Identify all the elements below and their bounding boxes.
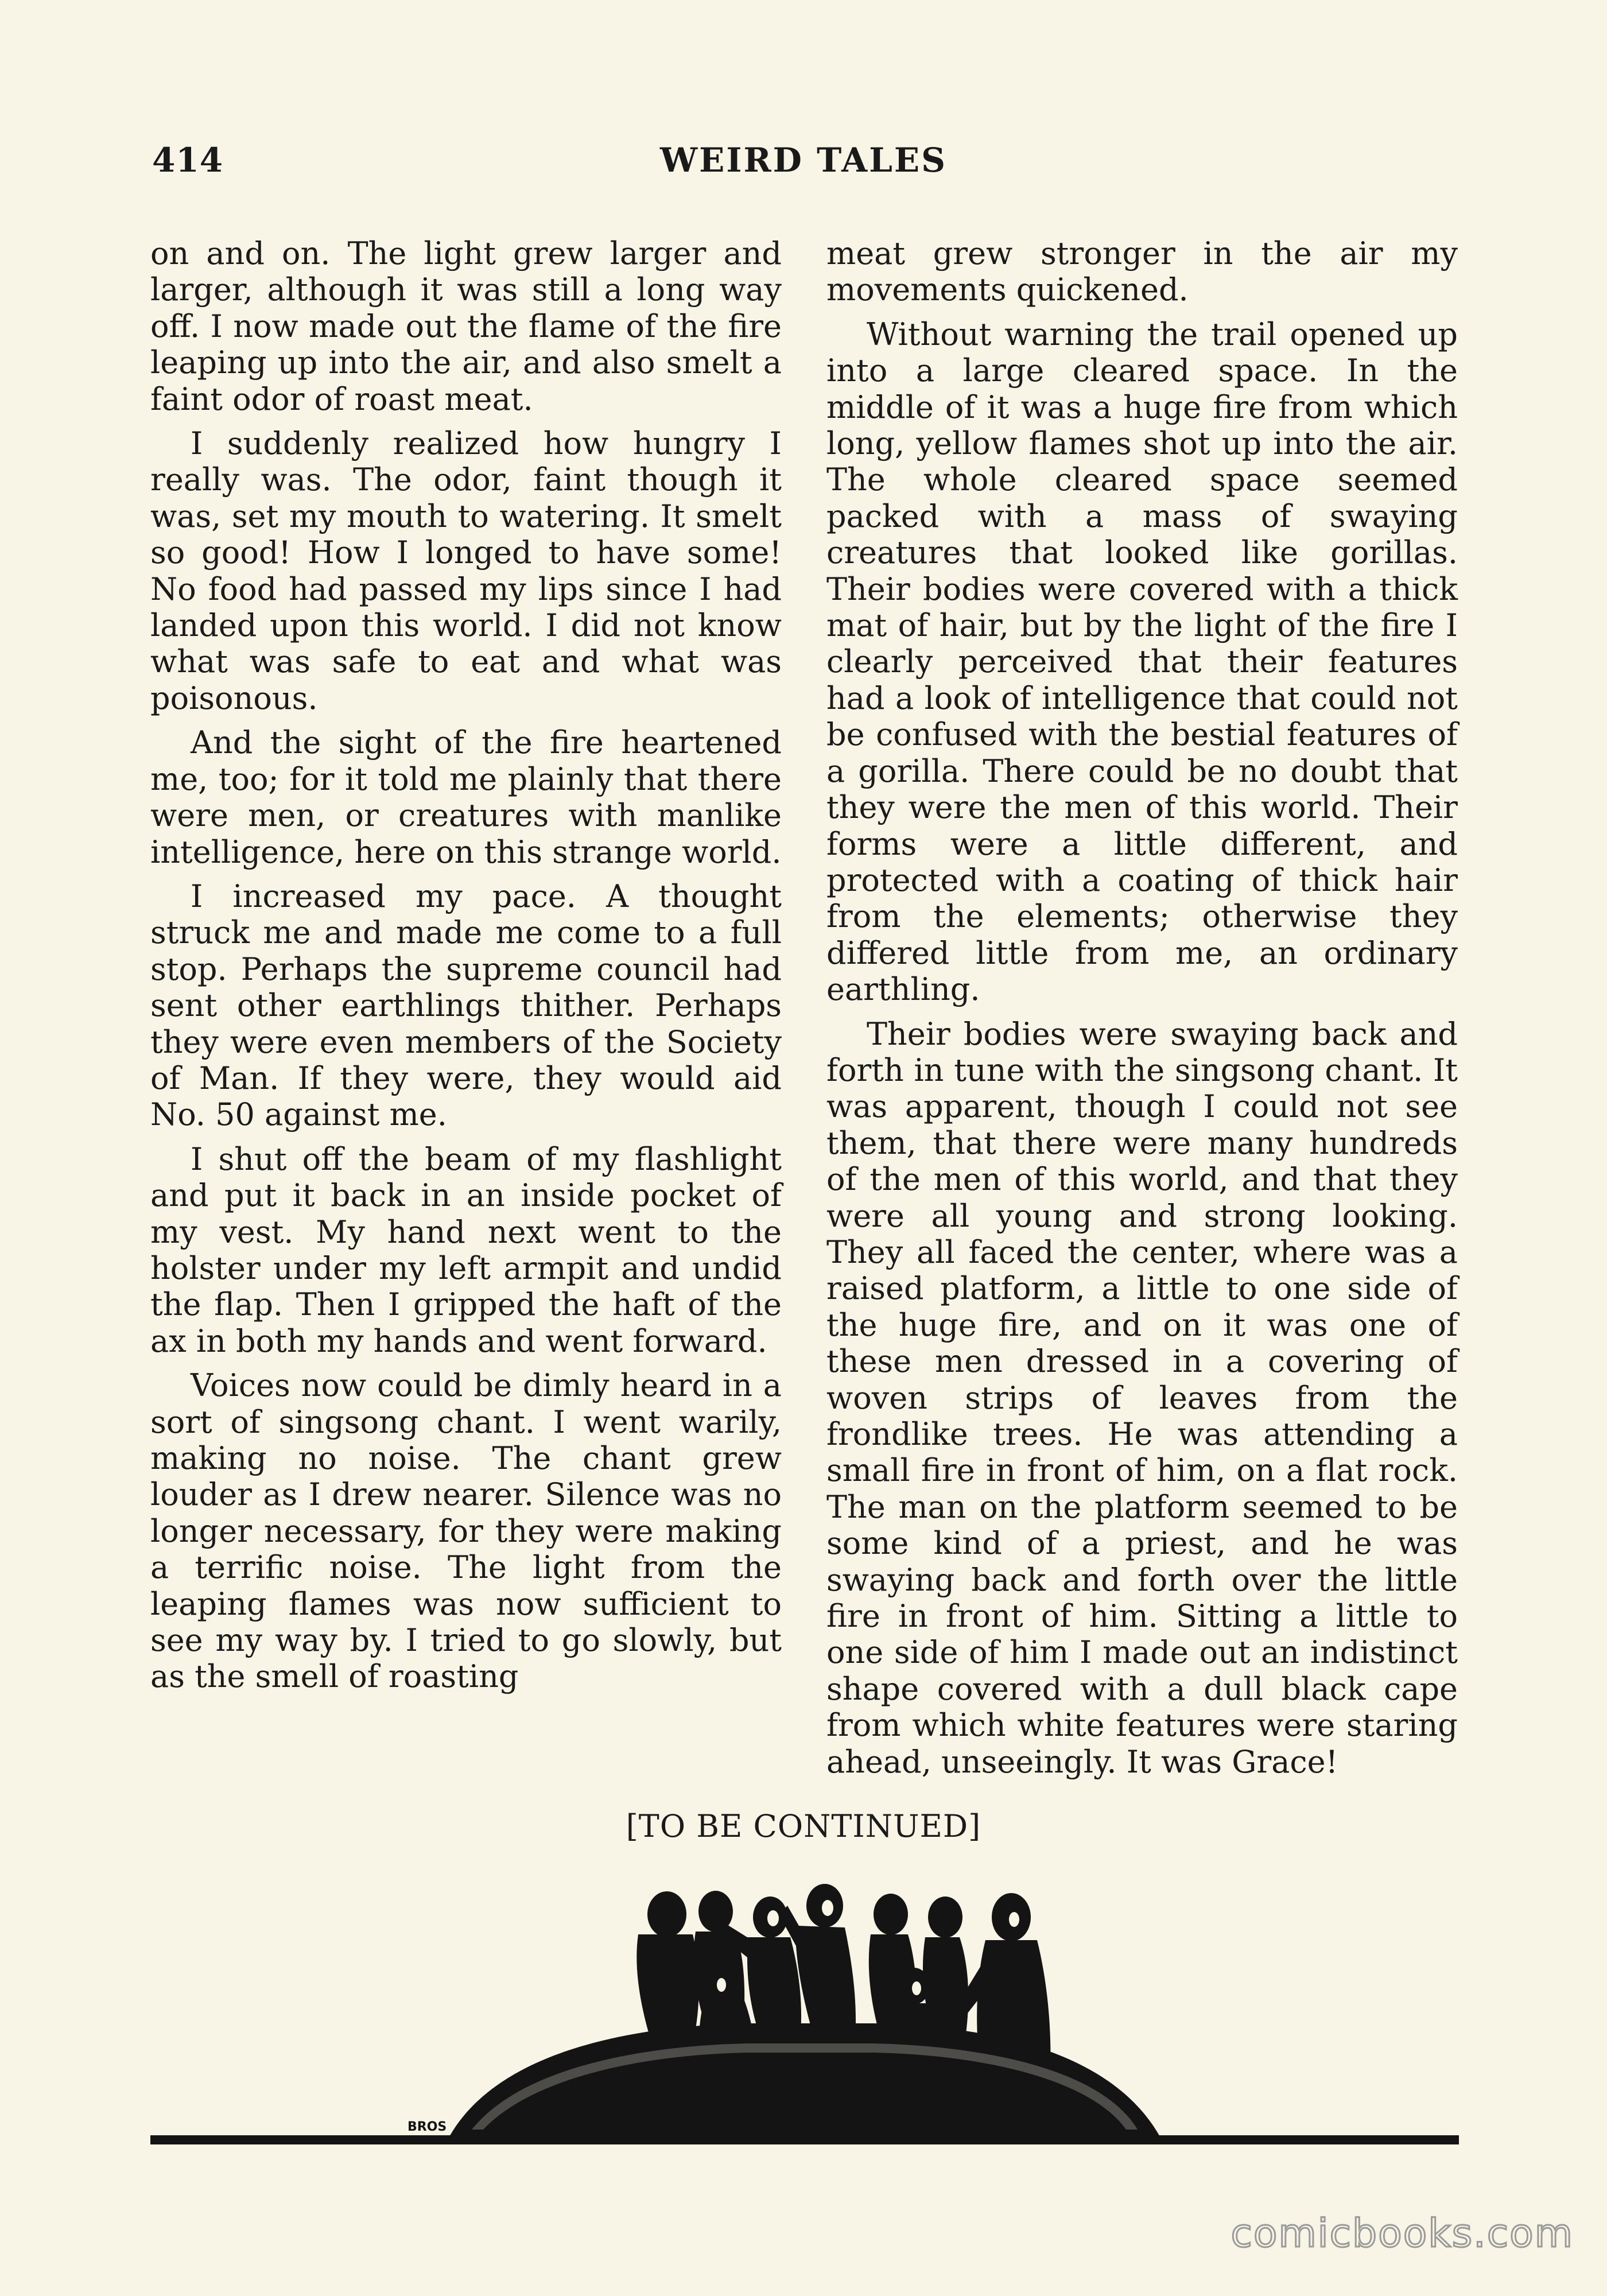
artist-signature: BROS [407, 2120, 447, 2134]
paragraph: on and on. The light grew larger and larger, although it was still a long way off. I now made out the flame of the fire leaping up into the air, and also smelt a faint odor of roast meat. [150, 235, 782, 417]
paragraph: meat grew stronger in the air my movements quickened. [826, 235, 1458, 308]
left-column [150, 235, 782, 1703]
page-number: 414 [152, 141, 224, 180]
paragraph: Their bodies were swaying back and forth in tune with the singsong chant. It was apparent, though I could not see them, that there were many hundreds of the men of this world, and that they were all young and strong looking. They all faced the center, where was a raised platform, a little to one side of the huge fire, and on it was one of these men dressed in a covering of woven strips of leaves from the frondlike trees. He was attending a small fire in front of him, on a flat rock. The man on the platform seemed to be some kind of a priest, and he was swaying back and forth over the little fire in front of him. Sitting a little to one side of him I made out an indistinct shape covered with a dull black cape from which white features were staring ahead, unseeingly. It was Grace! [826, 1015, 1458, 1780]
paragraph: I shut off the beam of my flashlight and put it back in an inside pocket of my vest. My hand next went to the holster under my left armpit and undid the flap. Then I gripped the haft of the ax in both my hands and went forward. [150, 1141, 782, 1359]
right-column [826, 235, 1458, 1788]
watermark: comicbooks.com [1231, 2211, 1574, 2256]
ritual-scene-illustration [150, 1883, 1459, 2152]
paragraph: Voices now could be dimly heard in a sort of singsong chant. I went warily, making no noise. The chant grew louder as I drew nearer. Silence was no longer necessary, for they were making a terrific noise. The light from the leaping flames was now sufficient to see my way by. I tried to go slowly, but as the smell of roasting [150, 1367, 782, 1695]
running-title: WEIRD TALES [659, 141, 948, 180]
tailpiece-illustration [150, 1883, 1459, 2152]
to-be-continued-notice: [TO BE CONTINUED] [626, 1808, 981, 1844]
paragraph: I suddenly realized how hungry I really was. The odor, faint though it was, set my mouth to watering. It smelt so good! How I longed to have some! No food had passed my lips since I had landed upon this world. I did not know what was safe to eat and what was poisonous. [150, 425, 782, 716]
paragraph: And the sight of the fire heartened me, too; for it told me plainly that there were men, or creatures with manlike intelligence, here on this strange world. [150, 724, 782, 870]
paragraph: I increased my pace. A thought struck me and made me come to a full stop. Perhaps the supreme council had sent other earthlings thither. Perhaps they were even members of the Society of Man. If they were, they would aid No. 50 against me. [150, 878, 782, 1133]
paragraph: Without warning the trail opened up into a large cleared space. In the middle of it was a huge fire from which long, yellow flames shot up into the air. The whole cleared space seemed packed with a mass of swaying creatures that looked like gorillas. Their bodies were covered with a thick mat of hair, but by the light of the fire I clearly perceived that their features had a look of intelligence that could not be confused with the bestial features of a gorilla. There could be no doubt that they were the men of this world. Their forms were a little different, and protected with a coating of thick hair from the elements; otherwise they differed little from me, an ordinary earthling. [826, 316, 1458, 1008]
page-header [152, 141, 1455, 192]
